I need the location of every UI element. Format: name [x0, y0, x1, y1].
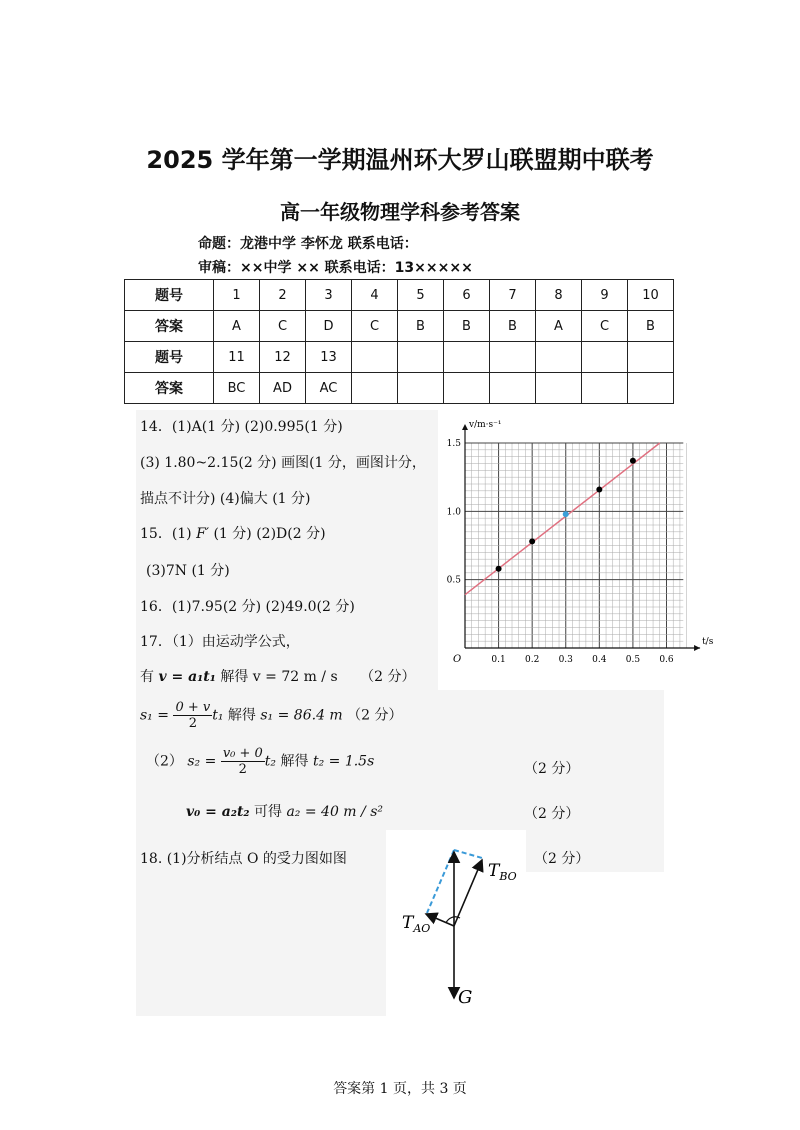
parallelogram-left-edge	[427, 850, 454, 913]
table-cell: 11	[214, 342, 260, 373]
table-cell	[444, 342, 490, 373]
eq3-num: v₀ + 0	[222, 746, 263, 761]
x-tick-label: 0.1	[491, 655, 506, 665]
eq3-den: 2	[238, 762, 247, 777]
table-cell	[536, 342, 582, 373]
table-cell	[536, 373, 582, 404]
svg-text:TAO	[402, 913, 430, 935]
eq3-mid: 解得	[280, 753, 309, 770]
table-cell: C	[582, 311, 628, 342]
eq4-score: （2 分）	[524, 806, 580, 822]
eq1-lhs: v = a₁t₁	[158, 669, 216, 685]
q15-prefix: 15．(1)	[140, 526, 197, 542]
chart-grid	[465, 443, 687, 648]
table-cell: AD	[260, 373, 306, 404]
fit-line	[465, 443, 660, 595]
table-cell	[398, 342, 444, 373]
table-cell	[444, 373, 490, 404]
exam-title: 2025 学年第一学期温州环大罗山联盟期中联考	[146, 146, 654, 174]
table-cell: 8	[536, 280, 582, 311]
q18-score: （2 分）	[534, 851, 590, 867]
svg-text:TBO	[488, 861, 517, 883]
table-cell: C	[260, 311, 306, 342]
eq1-prefix: 有	[140, 669, 154, 685]
data-point	[563, 511, 569, 517]
q17-eq2	[140, 700, 403, 731]
table-cell: 4	[352, 280, 398, 311]
chart-fit-line	[465, 443, 660, 595]
g-label: G	[458, 987, 473, 1008]
table-cell: A	[536, 311, 582, 342]
x-axis-arrow	[694, 645, 700, 651]
q17-eq1	[140, 666, 415, 686]
table-cell	[628, 342, 674, 373]
eq1-rhs: v = 72 m / s	[252, 669, 338, 685]
table-row	[125, 373, 674, 404]
table-cell: 12	[260, 342, 306, 373]
eq1-mid: 解得	[220, 669, 249, 685]
table-cell: 1	[214, 280, 260, 311]
q14-line2: (3) 1.80~2.15(2 分) 画图(1 分，画图计分，	[140, 455, 426, 471]
table-cell	[352, 342, 398, 373]
tao-sub: AO	[413, 922, 431, 935]
table-cell: 题号	[125, 342, 214, 373]
table-cell: C	[352, 311, 398, 342]
page-footer: 答案第 1 页，共 3 页	[333, 1081, 467, 1097]
y-tick-label: 1.0	[446, 507, 461, 518]
q15-line1	[140, 523, 326, 543]
tbo-arrow	[454, 860, 482, 926]
eq3-label: （2）	[146, 753, 183, 770]
table-cell	[490, 373, 536, 404]
vt-chart	[440, 418, 714, 665]
eq2-score: （2 分）	[347, 707, 403, 724]
table-cell	[628, 373, 674, 404]
x-tick-label: 0.3	[558, 655, 573, 665]
table-cell: 答案	[125, 311, 214, 342]
eq2-mid: 解得	[227, 707, 256, 724]
author-line: 命题：龙港中学 李怀龙 联系电话：	[198, 236, 418, 252]
q16-line1: 16．(1)7.95(2 分) (2)49.0(2 分)	[140, 599, 355, 615]
table-row	[125, 342, 674, 373]
table-cell: 7	[490, 280, 536, 311]
table-row	[125, 311, 674, 342]
x-tick-label: 0.5	[625, 655, 641, 665]
q17-intro: 17．（1）由运动学公式，	[140, 634, 300, 650]
q17-eq3	[146, 746, 374, 777]
table-cell: 5	[398, 280, 444, 311]
table-cell: 13	[306, 342, 352, 373]
y-axis-arrow	[462, 424, 468, 430]
tao-label: T	[402, 913, 414, 933]
x-tick-label: 0.2	[525, 655, 540, 665]
y-axis-label: v/m·s⁻¹	[469, 420, 502, 430]
eq2-den: 2	[188, 716, 197, 731]
x-axis-label: t/s	[702, 637, 714, 647]
table-cell	[582, 373, 628, 404]
eq2-t: t₁	[212, 707, 224, 724]
eq3-score: （2 分）	[524, 761, 580, 777]
table-cell: A	[214, 311, 260, 342]
eq3-fraction	[221, 746, 265, 777]
parallelogram-top-edge	[454, 850, 482, 858]
table-cell: 9	[582, 280, 628, 311]
origin-label: O	[453, 654, 462, 665]
table-cell: B	[398, 311, 444, 342]
table-cell: B	[628, 311, 674, 342]
eq2-fraction	[173, 700, 212, 731]
q15-force: F′	[196, 526, 210, 542]
eq1-score: （2 分）	[360, 669, 416, 685]
q15-line2: (3)7N (1 分)	[146, 563, 230, 579]
chart-axes	[462, 424, 700, 651]
angle-arc	[446, 917, 460, 923]
eq3-rhs: t₂ = 1.5s	[312, 753, 375, 770]
table-cell: 3	[306, 280, 352, 311]
eq2-num: 0 + v	[175, 700, 211, 715]
eq4-lhs: v₀ = a₂t₂	[186, 804, 250, 820]
tbo-sub: BO	[499, 870, 517, 883]
x-tick-label: 0.6	[659, 655, 674, 665]
x-tick-label: 0.4	[592, 655, 607, 665]
y-tick-label: 1.5	[446, 439, 461, 449]
table-cell	[582, 342, 628, 373]
q14-line1: 14．(1)A(1 分) (2)0.995(1 分)	[140, 419, 343, 435]
table-row	[125, 280, 674, 311]
data-point	[529, 538, 535, 544]
eq3-lhs: s₂ =	[187, 753, 217, 770]
data-point	[596, 486, 602, 492]
q17-eq4	[186, 801, 383, 821]
table-cell: B	[490, 311, 536, 342]
q18-line1: 18. (1)分析结点 O 的受力图如图	[140, 851, 347, 867]
table-cell: B	[444, 311, 490, 342]
eq2-rhs: s₁ = 86.4 m	[260, 707, 343, 724]
table-cell: AC	[306, 373, 352, 404]
eq4-rhs: a₂ = 40 m / s²	[286, 804, 383, 820]
table-cell	[398, 373, 444, 404]
y-tick-label: 0.5	[446, 575, 461, 586]
q15-rest: (1 分) (2)D(2 分)	[209, 526, 326, 542]
tbo-label: T	[488, 861, 500, 881]
eq4-mid: 可得	[254, 804, 282, 820]
table-cell	[490, 342, 536, 373]
data-point	[496, 566, 502, 572]
data-point	[630, 458, 636, 464]
eq3-t: t₂	[264, 753, 277, 770]
table-cell: D	[306, 311, 352, 342]
reviewer-line: 审稿：××中学 ×× 联系电话：13×××××	[198, 260, 473, 276]
table-cell: 10	[628, 280, 674, 311]
table-cell: 题号	[125, 280, 214, 311]
force-diagram	[390, 838, 530, 1016]
table-cell	[352, 373, 398, 404]
table-cell: 答案	[125, 373, 214, 404]
answer-table	[124, 279, 674, 404]
q14-line3: 描点不计分) (4)偏大 (1 分)	[140, 491, 311, 507]
exam-subtitle: 高一年级物理学科参考答案	[280, 200, 520, 224]
table-cell: 2	[260, 280, 306, 311]
table-cell: 6	[444, 280, 490, 311]
eq2-lhs: s₁ =	[140, 707, 169, 724]
table-cell: BC	[214, 373, 260, 404]
